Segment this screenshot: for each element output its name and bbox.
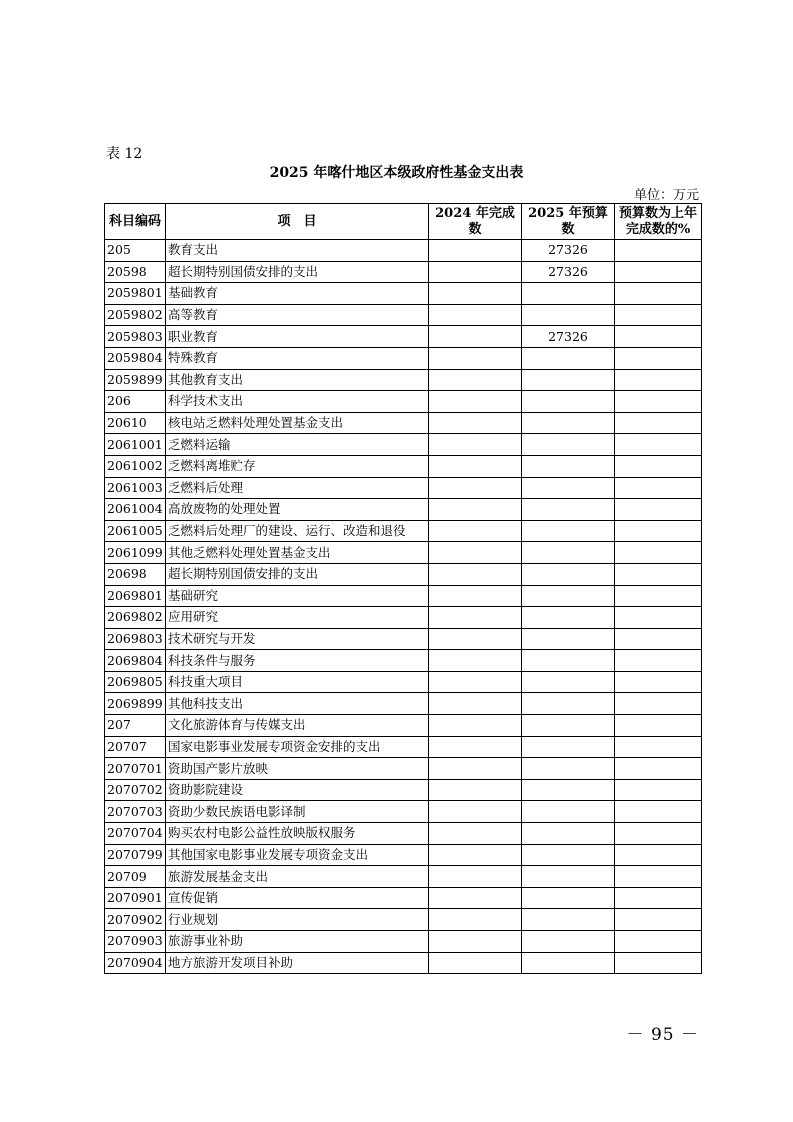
cell-budget-2025 <box>522 391 615 413</box>
cell-code: 2069899 <box>105 693 166 715</box>
table-header-row <box>105 204 702 240</box>
cell-code: 20610 <box>105 412 166 434</box>
cell-ratio <box>615 261 702 283</box>
cell-budget-2025 <box>522 823 615 845</box>
table-row <box>105 283 702 305</box>
cell-ratio <box>615 542 702 564</box>
cell-ratio <box>615 563 702 585</box>
cell-code: 20709 <box>105 866 166 888</box>
cell-code: 2059804 <box>105 347 166 369</box>
cell-completed-2024 <box>429 585 522 607</box>
cell-completed-2024 <box>429 628 522 650</box>
cell-completed-2024 <box>429 542 522 564</box>
cell-item: 其他国家电影事业发展专项资金支出 <box>166 844 429 866</box>
cell-ratio <box>615 283 702 305</box>
cell-code: 20598 <box>105 261 166 283</box>
cell-item: 行业规划 <box>166 909 429 931</box>
cell-budget-2025 <box>522 369 615 391</box>
table-row <box>105 391 702 413</box>
cell-completed-2024 <box>429 952 522 974</box>
cell-item: 职业教育 <box>166 326 429 348</box>
cell-code: 2059802 <box>105 304 166 326</box>
cell-budget-2025 <box>522 758 615 780</box>
cell-code: 2070902 <box>105 909 166 931</box>
cell-ratio <box>615 931 702 953</box>
page-number: － 95 － <box>626 1025 699 1045</box>
table-title: 2025 年喀什地区本级政府性基金支出表 <box>269 165 524 181</box>
cell-item: 地方旅游开发项目补助 <box>166 952 429 974</box>
cell-budget-2025 <box>522 952 615 974</box>
table-row <box>105 563 702 585</box>
cell-item: 高等教育 <box>166 304 429 326</box>
table-row <box>105 909 702 931</box>
fund-expenditure-table <box>104 203 702 974</box>
cell-ratio <box>615 628 702 650</box>
cell-completed-2024 <box>429 823 522 845</box>
cell-budget-2025 <box>522 779 615 801</box>
cell-item: 购买农村电影公益性放映版权服务 <box>166 823 429 845</box>
cell-item: 乏燃料后处理厂的建设、运行、改造和退役 <box>166 520 429 542</box>
cell-budget-2025 <box>522 542 615 564</box>
table-row <box>105 347 702 369</box>
cell-code: 20707 <box>105 736 166 758</box>
cell-code: 205 <box>105 240 166 262</box>
cell-budget-2025 <box>522 801 615 823</box>
cell-ratio <box>615 520 702 542</box>
cell-completed-2024 <box>429 931 522 953</box>
table-row <box>105 499 702 521</box>
cell-completed-2024 <box>429 607 522 629</box>
cell-budget-2025 <box>522 455 615 477</box>
header-budget-2025: 2025 年预算数 <box>522 204 615 240</box>
cell-budget-2025 <box>522 304 615 326</box>
cell-code: 2061099 <box>105 542 166 564</box>
cell-item: 教育支出 <box>166 240 429 262</box>
cell-item: 高放废物的处理处置 <box>166 499 429 521</box>
cell-completed-2024 <box>429 520 522 542</box>
cell-item: 其他教育支出 <box>166 369 429 391</box>
table-row <box>105 304 702 326</box>
cell-completed-2024 <box>429 283 522 305</box>
cell-item: 核电站乏燃料处理处置基金支出 <box>166 412 429 434</box>
table-row <box>105 520 702 542</box>
cell-ratio <box>615 240 702 262</box>
cell-item: 应用研究 <box>166 607 429 629</box>
cell-completed-2024 <box>429 391 522 413</box>
cell-item: 科学技术支出 <box>166 391 429 413</box>
table-row <box>105 607 702 629</box>
cell-completed-2024 <box>429 801 522 823</box>
cell-completed-2024 <box>429 844 522 866</box>
table-row <box>105 844 702 866</box>
cell-item: 资助少数民族语电影译制 <box>166 801 429 823</box>
table-row <box>105 887 702 909</box>
cell-completed-2024 <box>429 693 522 715</box>
cell-ratio <box>615 607 702 629</box>
table-row <box>105 240 702 262</box>
cell-budget-2025: 27326 <box>522 326 615 348</box>
cell-budget-2025 <box>522 693 615 715</box>
cell-item: 资助影院建设 <box>166 779 429 801</box>
cell-ratio <box>615 369 702 391</box>
cell-ratio <box>615 952 702 974</box>
cell-code: 2070904 <box>105 952 166 974</box>
cell-ratio <box>615 887 702 909</box>
cell-budget-2025 <box>522 347 615 369</box>
cell-completed-2024 <box>429 477 522 499</box>
cell-ratio <box>615 499 702 521</box>
cell-completed-2024 <box>429 671 522 693</box>
cell-ratio <box>615 585 702 607</box>
cell-budget-2025: 27326 <box>522 240 615 262</box>
table-row <box>105 866 702 888</box>
cell-code: 2070703 <box>105 801 166 823</box>
cell-code: 2069805 <box>105 671 166 693</box>
cell-completed-2024 <box>429 650 522 672</box>
table-row <box>105 693 702 715</box>
cell-budget-2025 <box>522 887 615 909</box>
cell-code: 2069802 <box>105 607 166 629</box>
table-row <box>105 585 702 607</box>
cell-completed-2024 <box>429 326 522 348</box>
header-ratio: 预算数为上年完成数的% <box>615 204 702 240</box>
table-row <box>105 477 702 499</box>
cell-item: 其他科技支出 <box>166 693 429 715</box>
cell-budget-2025 <box>522 736 615 758</box>
cell-item: 宣传促销 <box>166 887 429 909</box>
cell-ratio <box>615 671 702 693</box>
cell-code: 2061005 <box>105 520 166 542</box>
cell-budget-2025 <box>522 866 615 888</box>
cell-completed-2024 <box>429 563 522 585</box>
table-row <box>105 412 702 434</box>
cell-item: 超长期特别国债安排的支出 <box>166 261 429 283</box>
cell-ratio <box>615 693 702 715</box>
cell-code: 2061002 <box>105 455 166 477</box>
unit-label: 单位：万元 <box>633 188 699 203</box>
cell-code: 2070799 <box>105 844 166 866</box>
cell-code: 2069804 <box>105 650 166 672</box>
cell-budget-2025 <box>522 520 615 542</box>
cell-item: 乏燃料运输 <box>166 434 429 456</box>
table-row <box>105 650 702 672</box>
table-body <box>105 240 702 974</box>
cell-item: 资助国产影片放映 <box>166 758 429 780</box>
header-completed-2024: 2024 年完成数 <box>429 204 522 240</box>
cell-code: 2070901 <box>105 887 166 909</box>
cell-completed-2024 <box>429 736 522 758</box>
table-row <box>105 628 702 650</box>
cell-item: 科技条件与服务 <box>166 650 429 672</box>
cell-budget-2025 <box>522 650 615 672</box>
table-row <box>105 326 702 348</box>
cell-budget-2025 <box>522 499 615 521</box>
cell-item: 乏燃料离堆贮存 <box>166 455 429 477</box>
cell-budget-2025 <box>522 607 615 629</box>
cell-ratio <box>615 412 702 434</box>
cell-budget-2025 <box>522 844 615 866</box>
cell-budget-2025 <box>522 563 615 585</box>
cell-budget-2025 <box>522 909 615 931</box>
cell-item: 旅游事业补助 <box>166 931 429 953</box>
cell-ratio <box>615 758 702 780</box>
cell-item: 科技重大项目 <box>166 671 429 693</box>
cell-ratio <box>615 304 702 326</box>
cell-ratio <box>615 326 702 348</box>
table-row <box>105 779 702 801</box>
cell-code: 2069803 <box>105 628 166 650</box>
table-row <box>105 931 702 953</box>
cell-budget-2025 <box>522 715 615 737</box>
table-row <box>105 823 702 845</box>
cell-completed-2024 <box>429 412 522 434</box>
cell-code: 206 <box>105 391 166 413</box>
cell-completed-2024 <box>429 499 522 521</box>
cell-completed-2024 <box>429 779 522 801</box>
cell-ratio <box>615 715 702 737</box>
cell-item: 技术研究与开发 <box>166 628 429 650</box>
cell-completed-2024 <box>429 758 522 780</box>
table-row <box>105 434 702 456</box>
cell-item: 旅游发展基金支出 <box>166 866 429 888</box>
cell-ratio <box>615 650 702 672</box>
cell-code: 20698 <box>105 563 166 585</box>
cell-ratio <box>615 779 702 801</box>
cell-ratio <box>615 347 702 369</box>
cell-code: 2059803 <box>105 326 166 348</box>
cell-code: 2061003 <box>105 477 166 499</box>
header-item: 项 目 <box>166 204 429 240</box>
cell-code: 2070701 <box>105 758 166 780</box>
table-row <box>105 261 702 283</box>
table-row <box>105 715 702 737</box>
cell-completed-2024 <box>429 304 522 326</box>
cell-ratio <box>615 801 702 823</box>
table-row <box>105 736 702 758</box>
table-row <box>105 952 702 974</box>
cell-budget-2025 <box>522 283 615 305</box>
cell-code: 2070702 <box>105 779 166 801</box>
cell-budget-2025 <box>522 585 615 607</box>
cell-completed-2024 <box>429 261 522 283</box>
table-row <box>105 455 702 477</box>
table-row <box>105 369 702 391</box>
cell-code: 2059801 <box>105 283 166 305</box>
cell-code: 2069801 <box>105 585 166 607</box>
table-row <box>105 671 702 693</box>
cell-completed-2024 <box>429 909 522 931</box>
cell-completed-2024 <box>429 369 522 391</box>
cell-ratio <box>615 477 702 499</box>
cell-completed-2024 <box>429 347 522 369</box>
cell-code: 207 <box>105 715 166 737</box>
cell-budget-2025: 27326 <box>522 261 615 283</box>
cell-budget-2025 <box>522 671 615 693</box>
table-label: 表 12 <box>106 146 143 162</box>
cell-ratio <box>615 391 702 413</box>
table-row <box>105 758 702 780</box>
cell-budget-2025 <box>522 434 615 456</box>
cell-item: 基础教育 <box>166 283 429 305</box>
header-code: 科目编码 <box>105 204 166 240</box>
cell-item: 文化旅游体育与传媒支出 <box>166 715 429 737</box>
cell-completed-2024 <box>429 240 522 262</box>
cell-code: 2059899 <box>105 369 166 391</box>
cell-ratio <box>615 455 702 477</box>
cell-code: 2070704 <box>105 823 166 845</box>
cell-completed-2024 <box>429 455 522 477</box>
cell-ratio <box>615 866 702 888</box>
cell-completed-2024 <box>429 715 522 737</box>
cell-item: 其他乏燃料处理处置基金支出 <box>166 542 429 564</box>
cell-budget-2025 <box>522 412 615 434</box>
cell-ratio <box>615 736 702 758</box>
cell-item: 特殊教育 <box>166 347 429 369</box>
cell-code: 2070903 <box>105 931 166 953</box>
cell-item: 乏燃料后处理 <box>166 477 429 499</box>
table-row <box>105 801 702 823</box>
cell-completed-2024 <box>429 434 522 456</box>
cell-budget-2025 <box>522 477 615 499</box>
cell-completed-2024 <box>429 887 522 909</box>
cell-ratio <box>615 909 702 931</box>
cell-ratio <box>615 434 702 456</box>
cell-code: 2061001 <box>105 434 166 456</box>
cell-ratio <box>615 823 702 845</box>
cell-completed-2024 <box>429 866 522 888</box>
cell-item: 基础研究 <box>166 585 429 607</box>
cell-item: 超长期特别国债安排的支出 <box>166 563 429 585</box>
cell-ratio <box>615 844 702 866</box>
cell-budget-2025 <box>522 628 615 650</box>
table-row <box>105 542 702 564</box>
cell-code: 2061004 <box>105 499 166 521</box>
cell-item: 国家电影事业发展专项资金安排的支出 <box>166 736 429 758</box>
cell-budget-2025 <box>522 931 615 953</box>
